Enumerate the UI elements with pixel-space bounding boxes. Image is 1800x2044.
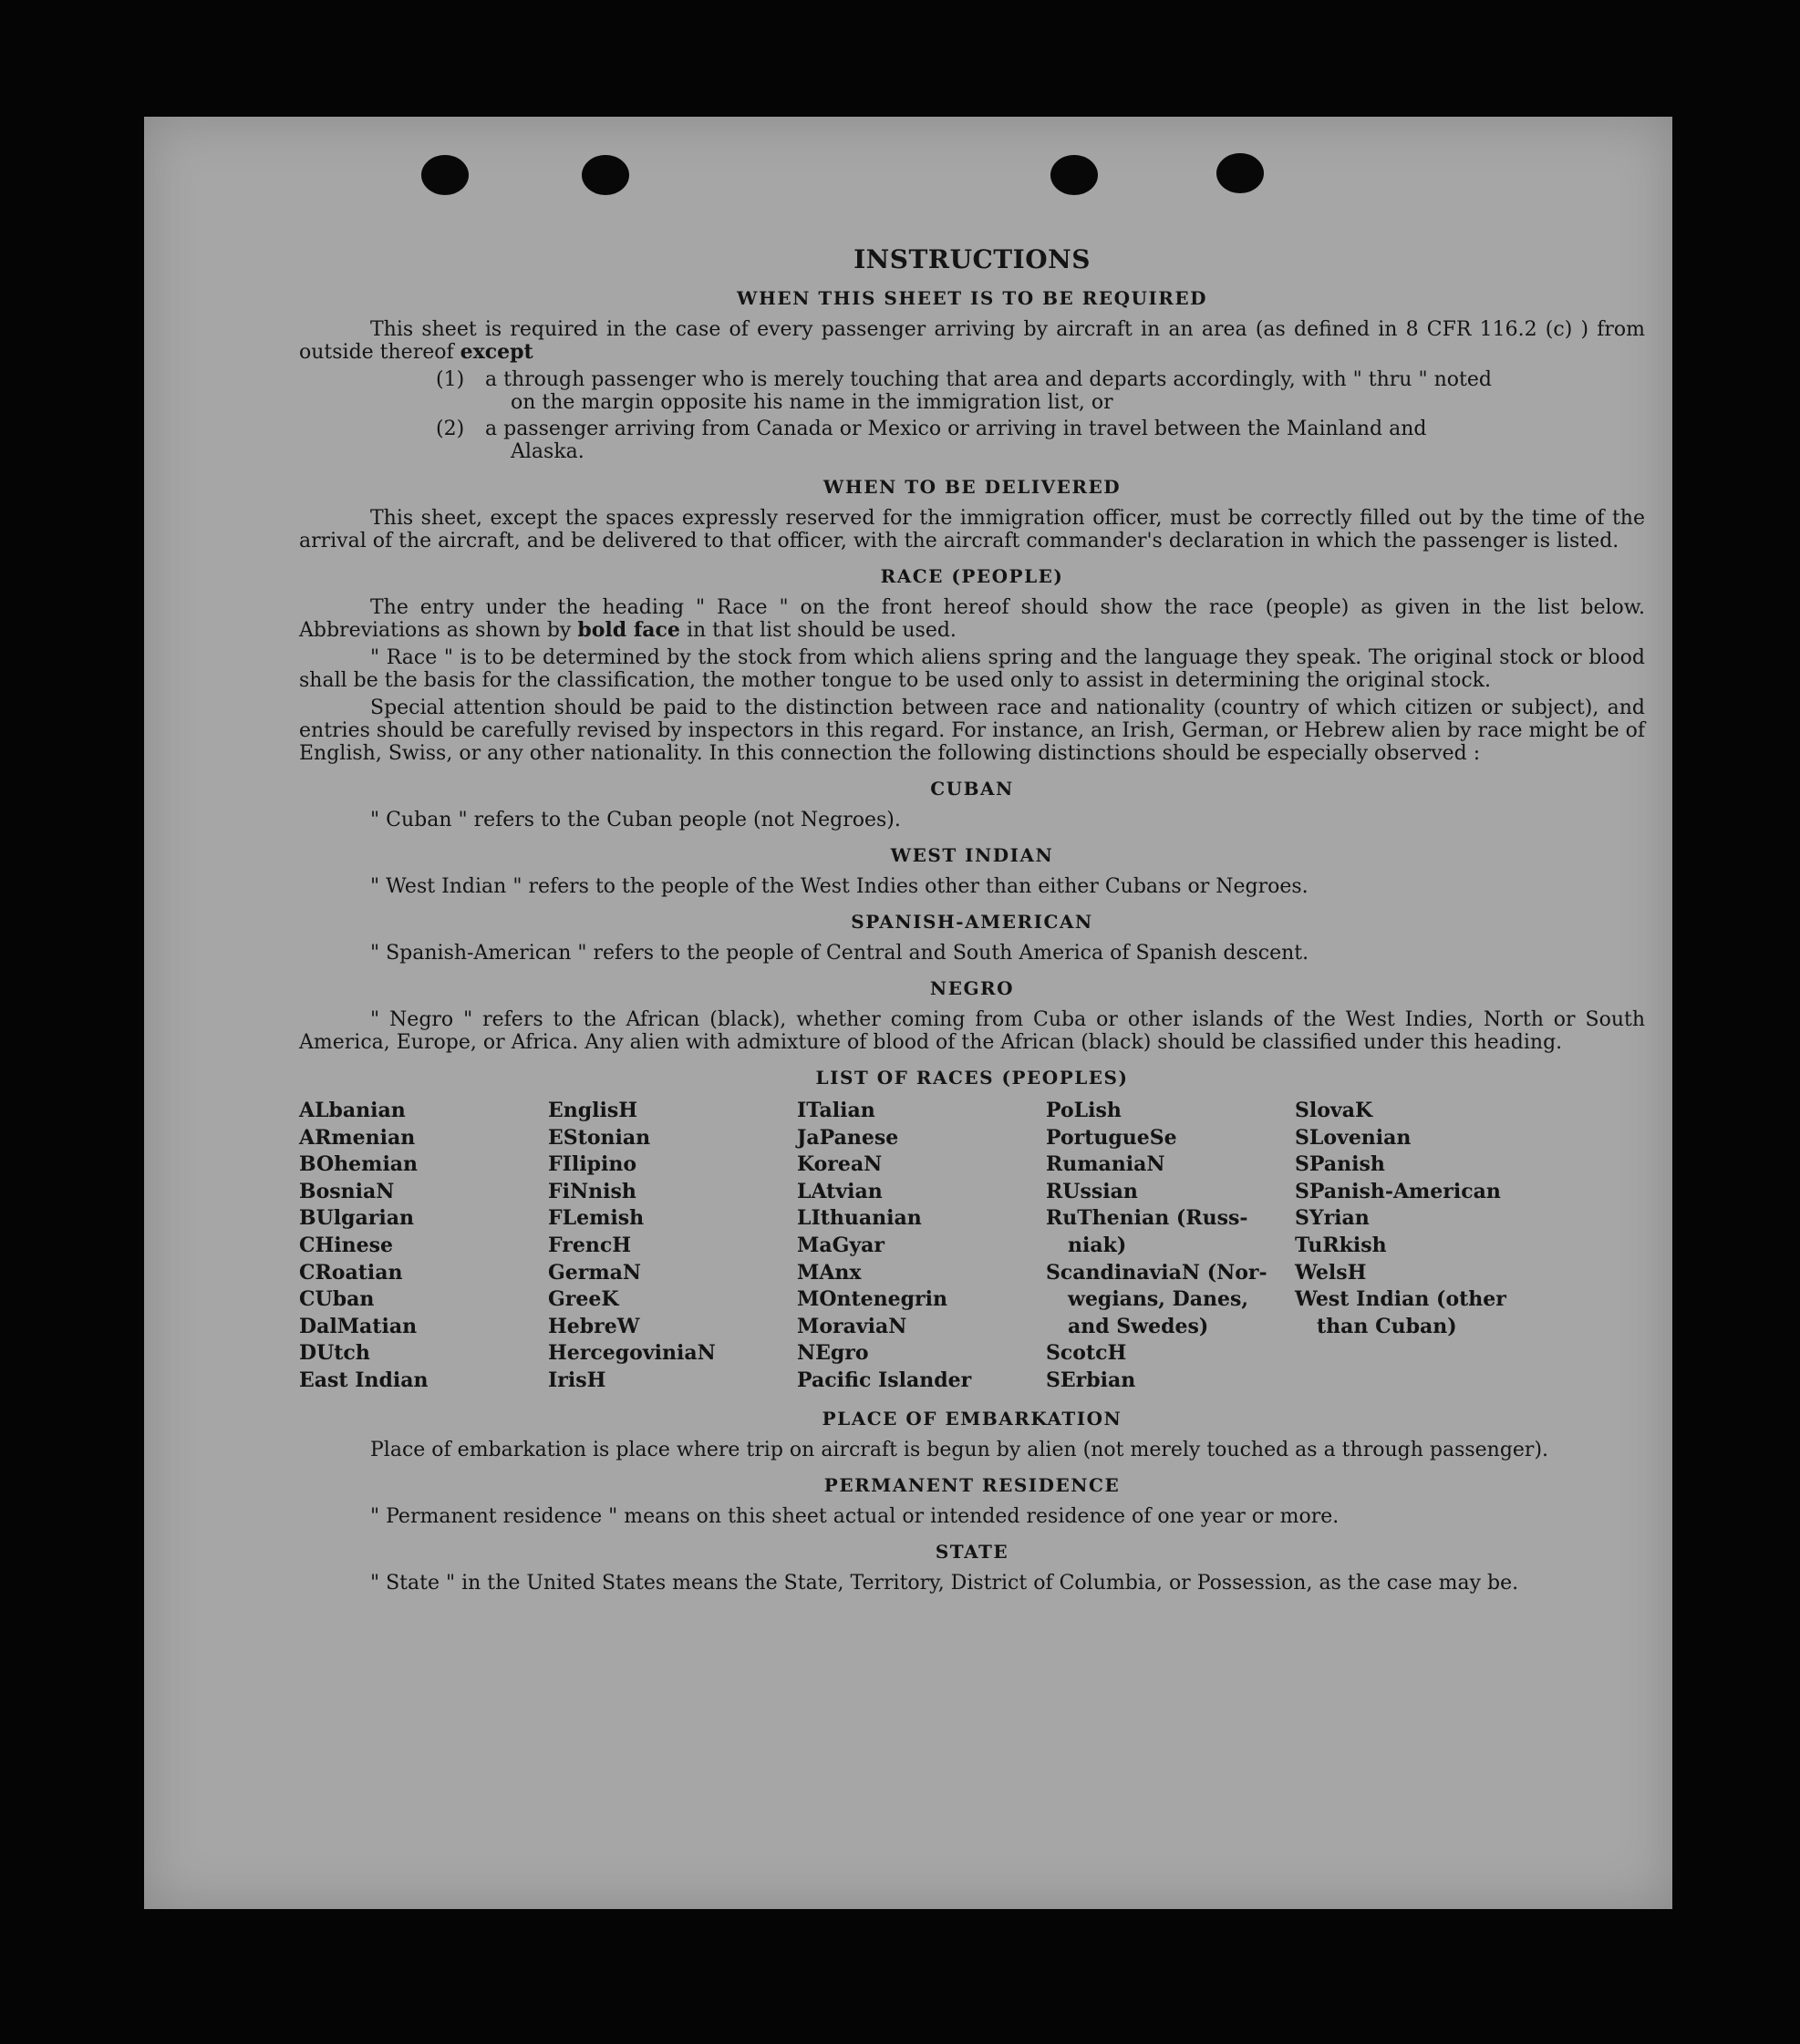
race-entry: RUssian [1046, 1179, 1138, 1203]
race-entry: DUtch [299, 1341, 370, 1366]
race-entry: CUban [299, 1287, 375, 1312]
race-entry: KoreaN [797, 1152, 883, 1177]
race-entry: West Indian (other [1295, 1287, 1506, 1312]
race-entry: SPanish [1295, 1152, 1385, 1177]
document-sheet [144, 117, 1672, 1909]
instructions-content [299, 244, 1645, 1599]
race-entry: GreeK [548, 1287, 619, 1312]
race-entry-continuation: and Swedes) [1068, 1314, 1209, 1338]
race-entry: BOhemian [299, 1152, 419, 1177]
section-heading-west-indian: WEST INDIAN [890, 844, 1054, 866]
race-entry: CRoatian [299, 1260, 403, 1285]
punch-hole [1216, 153, 1264, 193]
race-entry: EStonian [548, 1125, 651, 1150]
race-entry: EnglisH [548, 1099, 638, 1122]
race-entry-continuation: than Cuban) [1317, 1314, 1457, 1338]
section-heading-race: RACE (PEOPLE) [880, 565, 1064, 587]
state-text: " State " in the United States means the State, Territory, District of Columbia, or Possession, as the case may be. [370, 1571, 1519, 1595]
punch-hole [582, 155, 629, 195]
page-title: INSTRUCTIONS [853, 244, 1091, 274]
race-entry: MOntenegrin [797, 1287, 947, 1312]
section-heading-spanish-american: SPANISH-AMERICAN [851, 911, 1093, 933]
race-entry: Pacific Islander [797, 1368, 972, 1392]
race-entry: BosniaN [299, 1179, 395, 1203]
race-paragraph-1: The entry under the heading " Race " on the front hereof should show the race (people) as given in the list below. Abbreviations as shown by bold face in that list should be used. [299, 596, 1645, 642]
race-entry: RuThenian (Russ- [1046, 1206, 1248, 1231]
race-entry: CHinese [299, 1233, 394, 1257]
race-entry: SYrian [1295, 1206, 1370, 1231]
races-column-2 [548, 1098, 797, 1395]
when-delivered-text: This sheet, except the spaces expressly reserved for the immigration officer, must be correctly filled out by the time of the arrival of the aircraft, and be delivered to that officer, with the aircraft commander's declaration in which the passenger is listed. [299, 507, 1645, 552]
race-entry: ARmenian [299, 1125, 416, 1150]
spanish-american-text: " Spanish-American " refers to the people of Central and South America of Spanish descent. [370, 942, 1309, 965]
races-column-3 [797, 1098, 1046, 1395]
race-entry: East Indian [299, 1368, 429, 1392]
section-heading-permanent-residence: PERMANENT RESIDENCE [823, 1473, 1121, 1496]
race-entry: WelsH [1295, 1260, 1367, 1285]
negro-text: " Negro " refers to the African (black), whether coming from Cuba or other islands of the West Indies, North or South America, Europe, or Africa. Any alien with admixture of blood of the African (black) should be classified under this heading. [299, 1008, 1645, 1054]
race-entry: JaPanese [797, 1125, 899, 1150]
race-entry: SlovaK [1295, 1099, 1373, 1122]
race-entry-continuation: niak) [1068, 1233, 1127, 1257]
race-entry: FIlipino [548, 1152, 637, 1177]
race-entry: PoLish [1046, 1099, 1122, 1122]
race-entry: SLovenian [1295, 1125, 1412, 1150]
race-entry: SPanish-American [1295, 1179, 1501, 1203]
race-entry: MoraviaN [797, 1314, 907, 1338]
section-heading-state: STATE [935, 1540, 1009, 1563]
race-entry: IrisH [548, 1368, 606, 1392]
section-heading-when-delivered: WHEN TO BE DELIVERED [822, 476, 1122, 498]
west-indian-text: " West Indian " refers to the people of the West Indies other than either Cubans or Negroes. [370, 875, 1309, 898]
race-entry: ALbanian [299, 1099, 406, 1122]
race-entry: BUlgarian [299, 1206, 414, 1231]
race-entry: ITalian [797, 1099, 875, 1122]
race-entry: LIthuanian [797, 1206, 922, 1231]
races-list [299, 1098, 1645, 1395]
when-required-intro: This sheet is required in the case of every passenger arriving by aircraft in an area (as defined in 8 CFR 116.2 (c) ) from outside thereof except [299, 318, 1645, 364]
race-paragraph-3: Special attention should be paid to the distinction between race and nationality (country of which citizen or subject), and entries should be carefully revised by inspectors in this regard. For instance, an Irish, German, or Hebrew alien by race might be of English, Swiss, or any other nationality. In this connection the following distinctions should be especially observed : [299, 697, 1645, 765]
cuban-text: " Cuban " refers to the Cuban people (not Negroes). [370, 809, 901, 831]
race-entry: LAtvian [797, 1179, 883, 1203]
race-entry-continuation: wegians, Danes, [1068, 1287, 1248, 1312]
race-entry: RumaniaN [1046, 1152, 1165, 1177]
race-entry: MAnx [797, 1260, 862, 1285]
races-column-1 [299, 1098, 548, 1395]
section-heading-negro: NEGRO [929, 977, 1015, 999]
punch-hole [421, 155, 469, 195]
race-entry: ScotcH [1046, 1341, 1127, 1366]
race-entry: HebreW [548, 1314, 640, 1338]
section-heading-embarkation: PLACE OF EMBARKATION [822, 1407, 1122, 1430]
section-heading-list-of-races: LIST OF RACES (PEOPLES) [815, 1067, 1129, 1089]
race-entry: FiNnish [548, 1179, 636, 1203]
race-entry: MaGyar [797, 1233, 885, 1257]
exception-item-2: (2) a passenger arriving from Canada or Mexico or arriving in travel between the Mainland and Alaska. [436, 418, 1427, 463]
race-entry: TuRkish [1295, 1233, 1387, 1257]
race-entry: ScandinaviaN (Nor- [1046, 1260, 1267, 1285]
race-entry: NEgro [797, 1341, 869, 1366]
race-entry: HercegoviniaN [548, 1341, 716, 1366]
races-column-4 [1046, 1098, 1295, 1395]
exception-item-1: (1) a through passenger who is merely touching that area and departs accordingly, with " thru " noted on the margin opposite his name in the immigration list, or [436, 368, 1492, 414]
section-heading-cuban: CUBAN [930, 778, 1014, 800]
section-heading-when-required: WHEN THIS SHEET IS TO BE REQUIRED [737, 287, 1207, 309]
permanent-residence-text: " Permanent residence " means on this sheet actual or intended residence of one year or more. [370, 1504, 1340, 1528]
race-entry: FLemish [548, 1206, 645, 1231]
punch-hole [1050, 155, 1098, 195]
race-entry: PortugueSe [1046, 1125, 1177, 1150]
race-entry: GermaN [548, 1260, 642, 1285]
race-entry: SErbian [1046, 1368, 1136, 1392]
races-column-5 [1295, 1098, 1568, 1395]
race-paragraph-2: " Race " is to be determined by the stock from which aliens spring and the language they speak. The original stock or blood shall be the basis for the classification, the mother tongue to be used only to assist in determining the original stock. [299, 646, 1645, 692]
race-entry: FrencH [548, 1233, 631, 1257]
race-entry: DalMatian [299, 1314, 418, 1338]
embarkation-text: Place of embarkation is place where trip on aircraft is begun by alien (not merely touched as a through passenger). [370, 1438, 1549, 1461]
